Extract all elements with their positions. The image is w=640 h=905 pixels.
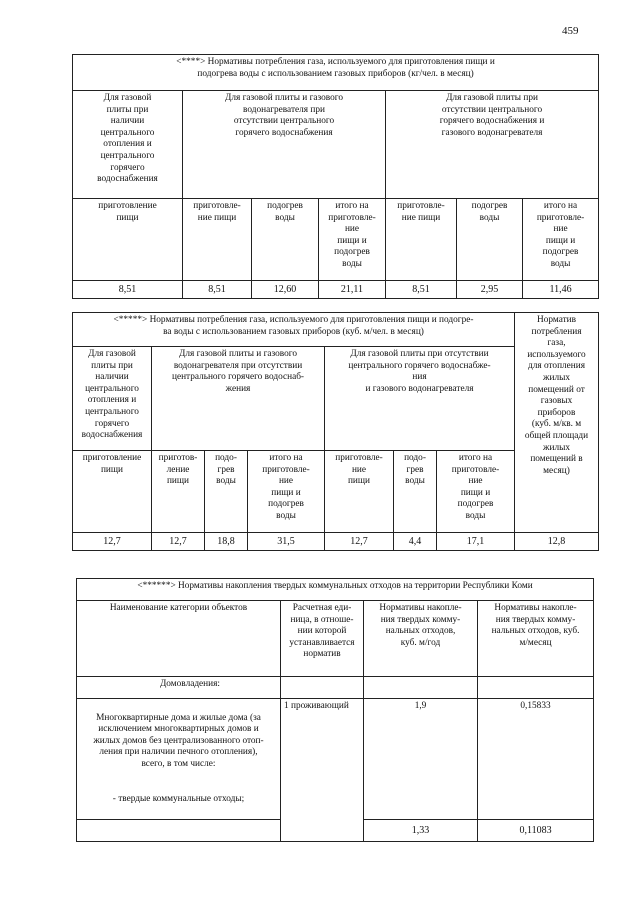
table3-month-total: 0,15833 <box>478 699 594 820</box>
table3-header-year: Нормативы накопле- ния твердых комму- нальных отходов, куб. м/год <box>364 601 478 677</box>
table1-value: 21,11 <box>319 281 386 299</box>
table2-subheader: итого на приготовле- ние пищи и подогрев воды <box>248 451 325 533</box>
table1-value: 8,51 <box>183 281 252 299</box>
table2-subheader: подо- грев воды <box>394 451 437 533</box>
table1-value: 11,46 <box>523 281 599 299</box>
table3-row-name <box>77 699 281 820</box>
table2-value: 12,7 <box>152 533 205 551</box>
table2-subheader: приготов- ление пищи <box>152 451 205 533</box>
table3-row-unit: 1 проживающий <box>281 699 364 842</box>
table1-subheader: подогрев воды <box>252 199 319 281</box>
table2-title: <*****> Нормативы потребления газа, используемого для приготовления пищи и подогре- ва воды с использованием газовых приборов (куб. м/чел. в месяц) <box>73 313 515 347</box>
table1-subheader: итого на приготовле- ние пищи и подогрев воды <box>523 199 599 281</box>
gas-norms-kg-table <box>72 54 599 299</box>
table2-value: 12,7 <box>325 533 394 551</box>
table1-group-no-hot-water: Для газовой плиты и газового водонагревателя при отсутствии центрального горячего водоснабжения <box>183 91 386 199</box>
gas-norms-m3-table <box>72 312 599 551</box>
table1-value: 8,51 <box>73 281 183 299</box>
table2-group-no-hot-water: Для газовой плиты и газового водонагревателя при отсутствии центрального горячего водоснаб- жения <box>152 347 325 451</box>
table2-subheader: итого на приготовле- ние пищи и подогрев воды <box>437 451 515 533</box>
solid-waste-norms-table <box>76 578 594 842</box>
table2-group-no-hot-water-no-heater: Для газовой плиты при отсутствии центрального горячего водоснабже- ния и газового водонагревателя <box>325 347 515 451</box>
table3-title: <******> Нормативы накопления твердых коммунальных отходов на территории Республики Коми <box>77 579 594 601</box>
table3-row-sub-label: - твердые коммунальные отходы; <box>112 794 245 805</box>
table2-subheader: подо- грев воды <box>205 451 248 533</box>
table2-value: 18,8 <box>205 533 248 551</box>
table1-subheader: итого на приготовле- ние пищи и подогрев воды <box>319 199 386 281</box>
table2-value: 4,4 <box>394 533 437 551</box>
table3-header-category: Наименование категории объектов <box>77 601 281 677</box>
table3-row-total-label: Многоквартирные дома и жилые дома (за исключением многоквартирных домов и жилых домов без централизованного отоп- ления при наличии печного отопления), всего, в том числе: <box>93 712 264 769</box>
table1-subheader: приготовле- ние пищи <box>386 199 457 281</box>
table1-subheader: приготовле- ние пищи <box>183 199 252 281</box>
table1-group-central: Для газовой плиты при наличии центрального отопления и центрального горячего водоснабжения <box>73 91 183 199</box>
table3-header-month: Нормативы накопле- ния твердых комму- нальных отходов, куб. м/месяц <box>478 601 594 677</box>
table1-subheader: приготовление пищи <box>73 199 183 281</box>
table3-section-households: Домовладения: <box>77 677 281 699</box>
table2-subheader: приготовле- ние пищи <box>325 451 394 533</box>
table1-value: 8,51 <box>386 281 457 299</box>
table3-header-unit: Расчетная еди- ница, в отноше- нии которой устанавливается норматив <box>281 601 364 677</box>
table2-value-heating: 12,8 <box>515 533 599 551</box>
table3-year-total: 1,9 <box>364 699 478 820</box>
table1-value: 12,60 <box>252 281 319 299</box>
table2-heating-header: Норматив потребления газа, используемого для отопления жилых помещений от газовых приборов (куб. м/кв. м общей площади жилых помещений в месяц) <box>515 313 599 533</box>
table3-month-sub: 0,11083 <box>478 820 594 842</box>
table2-value: 31,5 <box>248 533 325 551</box>
table3-year-sub: 1,33 <box>364 820 478 842</box>
table1-value: 2,95 <box>457 281 523 299</box>
table2-value: 17,1 <box>437 533 515 551</box>
table1-subheader: подогрев воды <box>457 199 523 281</box>
table1-title: <****> Нормативы потребления газа, используемого для приготовления пищи и подогрева воды с использованием газовых приборов (кг/чел. в месяц) <box>73 55 599 91</box>
page-number: 459 <box>562 25 579 37</box>
table2-group-central: Для газовой плиты при наличии центрального отопления и центрального горячего водоснабжения <box>73 347 152 451</box>
table2-value: 12,7 <box>73 533 152 551</box>
table1-group-no-hot-water-no-heater: Для газовой плиты при отсутствии центрального горячего водоснабжения и газового водонагревателя <box>386 91 599 199</box>
table2-subheader: приготовление пищи <box>73 451 152 533</box>
